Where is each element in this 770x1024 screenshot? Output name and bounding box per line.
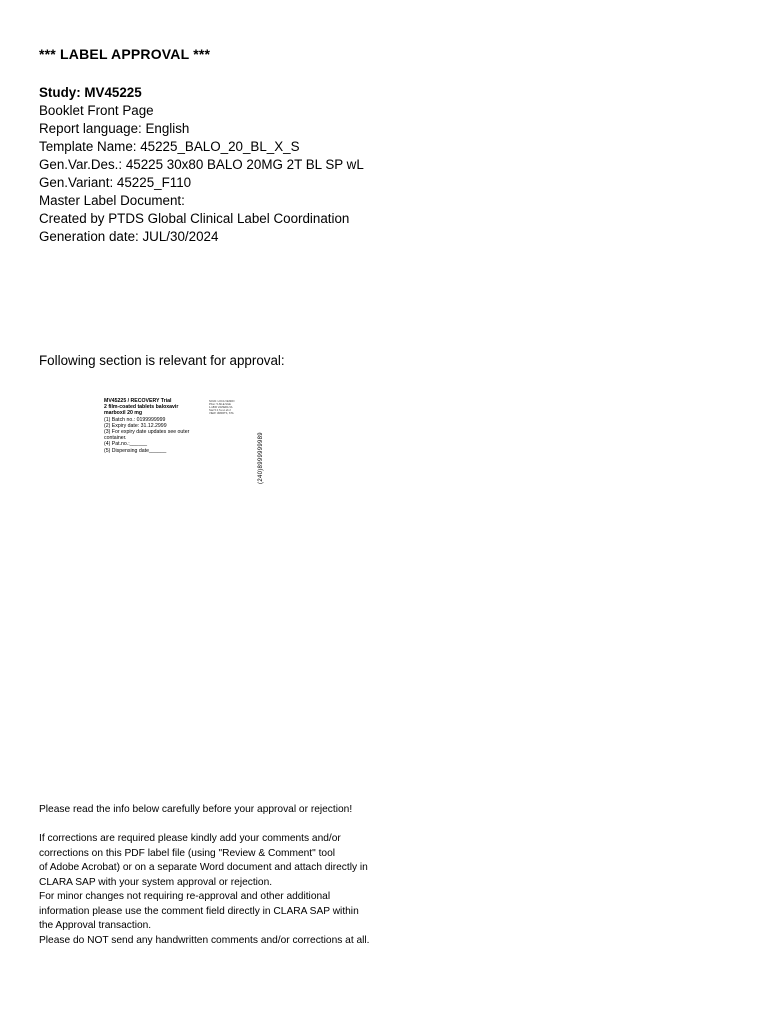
label-dose-line: marboxil 20 mg [104,410,143,417]
label-main-text [104,398,204,454]
instructions-line: For minor changes not requiring re-approval and other additional [39,891,331,902]
meta-line-template-name: Template Name: 45225_BALO_20_BL_X_S [39,139,300,154]
label-product-line: 2 film-coated tablets baloxavir [104,404,179,411]
label-preview [104,398,264,488]
instructions-intro: Please read the info below carefully before your approval or rejection! [39,804,353,815]
instructions-line: Please do NOT send any handwritten comments and/or corrections at all. [39,934,370,946]
label-side-line: 1-1800 VAVIERA VA [209,406,233,410]
meta-line-generation-date: Generation date: JUL/30/2024 [39,229,219,244]
label-barcode-number: (240)8999999989 [258,432,264,484]
label-batch-line: (1) Batch no.: 0199999999 [104,416,166,423]
meta-line-booklet: Booklet Front Page [39,103,154,118]
label-container-line: container. [104,435,127,442]
label-side-line: NOVA: LOCA VENDO [209,400,235,403]
page-title: *** LABEL APPROVAL *** [39,46,211,62]
instructions-line: If corrections are required please kindly add your comments and/or [39,833,341,844]
document-meta [39,84,364,246]
instructions-body [39,832,439,948]
meta-line-master-label: Master Label Document: [39,193,185,208]
approval-instructions [39,803,439,948]
instructions-line: the Approval transaction. [39,920,152,931]
meta-line-created-by: Created by PTDS Global Clinical Label Coordination [39,211,350,226]
label-side-text [209,400,235,415]
label-expiry-note-line: (3) For expiry date updates see outer [104,429,190,436]
label-trial-line: MV45225 / RECOVERY Trial [104,398,172,404]
label-patient-line: (4) Pat.no.:______ [104,441,147,448]
instructions-line: CLARA SAP with your system approval or rejection. [39,876,273,888]
instructions-line: of Adobe Acrobat) or on a separate Word document and attach directly in [39,862,368,873]
label-side-line: Star 5 2,7a sc eb 2 [209,409,231,413]
meta-line-report-language: Report language: English [39,121,190,136]
label-side-line: VIEW: 3RRRTS, STA [209,412,234,416]
meta-line-gen-var-des: Gen.Var.Des.: 45225 30x80 BALO 20MG 2T BL SP wL [39,157,364,172]
approval-section-title: Following section is relevant for approval: [39,353,285,368]
label-side-line: Phon: 5-SILE-SILE [209,403,231,407]
label-expiry-line: (2) Expiry date: 31.12.2999 [104,422,167,429]
meta-line-gen-variant: Gen.Variant: 45225_F110 [39,175,192,190]
label-dispensing-line: (5) Dispensing date______ [104,447,167,454]
instructions-line: corrections on this PDF label file (using "Review & Comment" tool [39,847,335,859]
instructions-line: information please use the comment field directly in CLARA SAP within [39,905,359,917]
study-id: Study: MV45225 [39,85,142,100]
